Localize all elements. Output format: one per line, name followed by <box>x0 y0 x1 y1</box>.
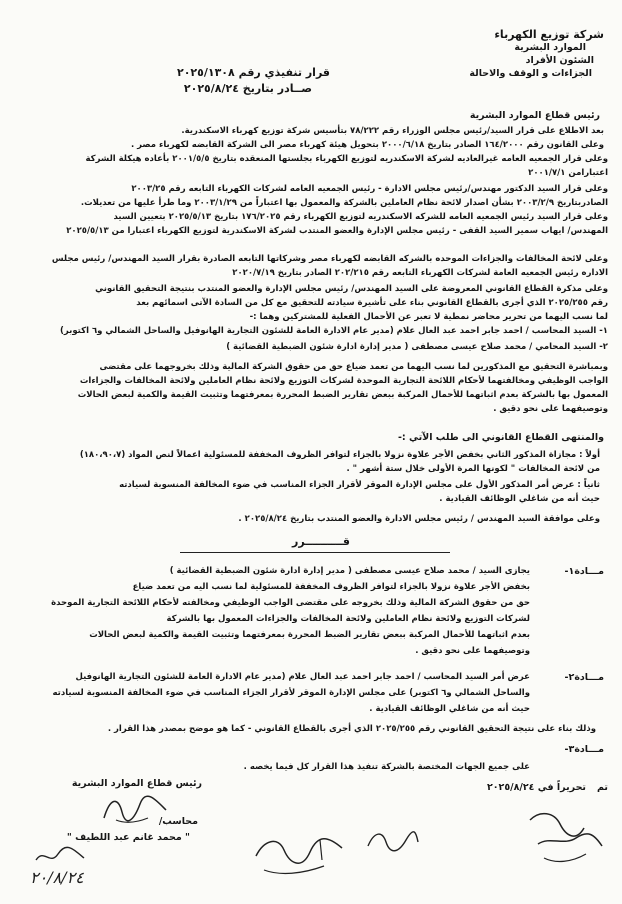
article-2-line-c: حيث أنه من شاغلي الوظائف القيادية . <box>369 704 530 714</box>
request-second-a: ثانياً : عرض أمر المذكور الأول على مجلس الإدارة الموقر لأقرار الجزاء المناسب في ضوء المخالفة المنسوبة لسيادته <box>119 480 600 490</box>
paragraph-6c: لما نسب اليهما من تحرير محاضر نمطية لا تعبر عن الأحمال الفعلية للمشتركين وهما :- <box>249 312 608 322</box>
named-person-1: ١- السيد المحاسب / احمد جابر احمد عبد العال علام (مدير عام الادارة العامة للشئون التجارية الهانوفيل والساحل الشمالي و٦ اكتوبر) <box>59 326 608 336</box>
named-person-2: ٢- السيد المحامي / محمد صلاح عيسى مصطفى ( مدير إدارة ادارة شئون الضبطية القضائية ) <box>226 342 608 352</box>
addressee: رئيس قطاع الموارد البشرية <box>469 110 600 121</box>
request-first-b: من لائحة المخالفات " لكونها المرة الأولى خلال ستة أشهر " . <box>346 464 600 474</box>
company-name: شركة توزيع الكهرباء <box>494 28 604 41</box>
company-sector: الموارد البشرية <box>514 42 586 53</box>
article-3-line-a: على جميع الجهات المختصة بالشركة تنفيذ هذا القرار كل فيما يخصه . <box>243 762 530 772</box>
article-3-label: مـــادة٣- <box>564 744 604 755</box>
signature-accountant <box>96 790 176 830</box>
paragraph-7d: وتوصيفهما على نحو دقيق . <box>493 404 608 414</box>
request-second-b: حيث أنه من شاغلي الوظائف القيادية . <box>439 494 600 504</box>
article-1-line-a: يجازى السيد / محمد صلاح عيسى مصطفى ( مدير إدارة ادارة شئون الضبطية القضائية ) <box>169 566 530 576</box>
paragraph-7b: الواجب الوظيفي ومخالفتهما لأحكام اللائحة التجارية الموحدة لشركات التوزيع ولائحة نظام العاملين ولائحة المخالفات والجزاءات <box>79 376 608 386</box>
article-1-line-e: بعدم اثباتهما للأحمال المركبة ببعض تقارير الضبط المحررة بمعرفتهما وتثبيت القيمة والكمية لبعض الحالات <box>89 630 530 640</box>
paragraph-7a: وبمباشرة التحقيق مع المذكورين لما نسب اليهما من تعمد ضياع حق من حقوق الشركة المالية وذلك بخروجهما على مقتضى <box>99 362 608 372</box>
paragraph-4d: المهندس/ ايهاب سمير السيد القفى - رئيس مجلس الإدارة والعضو المنتدب لشركة الاسكندرية لتوزيع الكهرباء اعتبارا من ٢٠٢٥/٥/١٣ <box>66 226 608 236</box>
paragraph-5b: الاداره رئيس الجمعيه العامة لشركات الكهرباء التابعه رقم ٢٠٢/٢١٥ الصادر بتاريخ ٢٠٢٠/٧/١٩ <box>232 268 608 278</box>
paragraph-5a: وعلى لائحة المخالفات والجزاءات الموحده بالشركه القابضه لكهرباء مصر وشركاتها التابعه الصادرة بقرار السيد المهندس/ رئيس مجلس <box>51 254 608 264</box>
legal-request-heading: والمنتهى القطاع القانوني الى طلب الآتي :- <box>397 432 604 443</box>
decision-word: قــــــــــرر <box>292 535 350 548</box>
section-name: الجزاءات و الوقف والاحالة <box>469 68 592 79</box>
decision-date: صــادر بتاريخ ٢٠٢٥/٨/٢٤ <box>183 82 312 95</box>
accountant-label: محاسب/ <box>158 816 198 827</box>
handwritten-date: ٢٠/٨/٢٤ <box>30 868 84 887</box>
article-2-label: مـــادة٢- <box>564 672 604 683</box>
request-first-a: أولاً : مجازاة المذكور الثاني بخفض الأجر علاوة نزولا بالجزاء لتوافر الظروف المخففة للمسئولية اعمالاً لنص المواد (١٨٠،٩٠،٧) <box>79 450 600 460</box>
signer-title: رئيس قطاع الموارد البشرية <box>71 778 202 789</box>
issued-prefix: تم <box>596 782 608 793</box>
article-2-line-a: عرض أمر السيد المحاسب / احمد جابر احمد عبد العال علام (مدير عام الادارة العامة للشئون التجارية الهانوفيل <box>75 672 530 682</box>
signer-name: " محمد غانم عبد اللطيف " <box>66 832 190 843</box>
signature-small <box>32 842 92 872</box>
paragraph-4b: الصادربتاريخ ٢٠٠٣/٢/٩ بشأن اصدار لائحة نظام العاملين بالشركة والمعمول بها اعتباراً من ٢٠٠٣/١/٢٩ وما طرأ عليها من تعديلات. <box>80 198 608 208</box>
approval-line: وعلى موافقة السيد المهندس / رئيس مجلس الادارة والعضو المنتدب بتاريخ ٢٠٢٥/٨/٢٤ . <box>238 514 600 524</box>
paragraph-4a: وعلى قرار السيد الدكتور مهندس/رئيس مجلس الادارة - رئيس الجمعيه العامه لشركات الكهرباء التابعه رقم ٢٠٠٣/٢٥ <box>131 184 608 194</box>
issued-date: تحريراً في ٢٠٢٥/٨/٢٤ <box>486 782 586 793</box>
decision-number: قرار تنفيذي رقم ٢٠٢٥/١٣٠٨ <box>177 66 330 79</box>
paragraph-2: وعلى القانون رقم ١٦٤/٢٠٠٠ الصادر بتاريخ ٢٠٠٠/٦/١٨ بتحويل هيئة كهرباء مصر الى الشركة القابضه لكهرباء مصر . <box>130 140 604 150</box>
article-1-line-f: وتوصيفهما على نحو دقيق . <box>415 646 530 656</box>
signature-center-right <box>362 822 422 862</box>
article-2-basis: وذلك بناء على نتيجة التحقيق القانوني رقم ٢٠٢٥/٢٥٥ الذي أجرى بالقطاع القانوني - كما هو موضح بمصدر هذا القرار . <box>107 724 596 734</box>
article-1-label: مـــادة١- <box>564 566 604 577</box>
article-1-line-c: حق من حقوق الشركة المالية وذلك بخروجه على مقتضى الواجب الوظيفي ومخالفته لأحكام اللائحة التجارية الموحدة <box>51 598 530 608</box>
paragraph-3b: اعتبارامن ٢٠٠١/٧/١ <box>528 168 608 178</box>
article-1-line-b: بخفض الأجر علاوة نزولا بالجزاء لتوافر الظروف المخففة للمسئولية لما نسب اليه من تعمد ضياع <box>132 582 530 592</box>
signature-right <box>520 806 610 868</box>
signature-center-left <box>250 826 360 884</box>
paragraph-6a: وعلى مذكرة القطاع القانوني المعروضة على السيد المهندس/ رئيس مجلس الإدارة والعضو المنتدب بنتيجة التحقيق القانوني <box>95 284 608 294</box>
article-1-line-d: لشركات التوزيع ولائحة نظام العاملين ولائحة المخالفات والجزاءات المعمول بها بالشركة <box>166 614 530 624</box>
decision-underline <box>180 552 450 553</box>
paragraph-3a: وعلى قرار الجمعيه العامه غيرالعاديه لشركة الاسكندريه لتوزيع الكهرباء بجلستها المنعقده بتاريخ ٢٠٠١/٥/٥ بأعاده هيكلة الشركة <box>85 154 608 164</box>
article-2-line-b: والساحل الشمالي و٦ اكتوبر) على مجلس الإدارة الموقر لأقرار الجزاء المناسب في ضوء المخالفة المنسوبة لسيادته <box>52 688 530 698</box>
paragraph-7c: المعمول بها بالشركة بعدم اثباتهما للأحمال المركبة ببعض تقارير الضبط المحررة بمعرفتهما وتثبيت القيمة والكمية لبعض الحالات <box>77 390 608 400</box>
department-name: الشئون الأفراد <box>525 55 594 66</box>
paragraph-4c: وعلى قرار السيد رئيس الجمعيه العامه للشركه الاسكندريه لتوزيع الكهرباء رقم ١٧٦/٢٠٢٥ بتاريخ ٢٠٢٥/٥/١٣ بتعيين السيد <box>113 212 608 222</box>
paragraph-6b: رقم ٢٠٢٥/٢٥٥ الذي أجرى بالقطاع القانوني بناء على تأشيرة سيادته للتحقيق مع كل من السادة الآتى اسمائهم بعد <box>136 298 608 308</box>
paragraph-1: بعد الاطلاع على قرار السيد/رئيس مجلس الوزراء رقم ٧٨/٢٢٢ بتأسيس شركة توزيع كهرباء الاسكندرية. <box>181 126 604 136</box>
